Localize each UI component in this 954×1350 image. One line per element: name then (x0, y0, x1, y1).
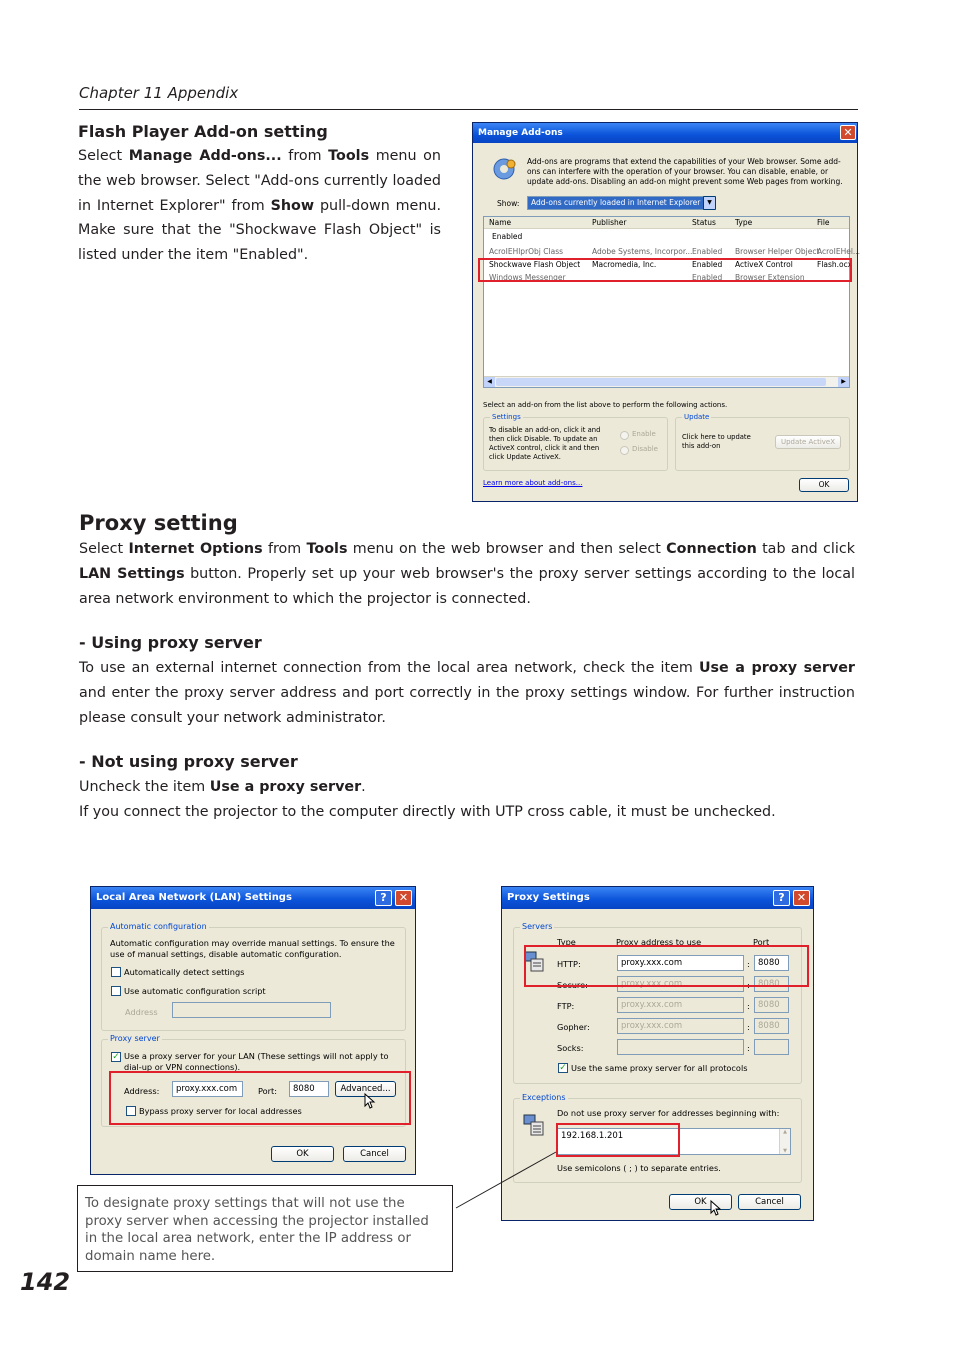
cancel-button[interactable]: Cancel (738, 1194, 801, 1210)
learn-more-link[interactable]: Learn more about add-ons... (483, 479, 583, 487)
not-using-proxy-title: - Not using proxy server (79, 752, 298, 771)
ftp-port-input[interactable]: 8080 (754, 997, 789, 1013)
disable-radio[interactable] (620, 446, 629, 455)
enable-label: Enable (632, 430, 656, 438)
column-header[interactable]: Status (692, 218, 716, 227)
socks-address-input[interactable] (617, 1039, 744, 1055)
script-address-input[interactable] (172, 1002, 331, 1018)
chapter-heading: Chapter 11 Appendix (79, 84, 239, 102)
gopher-port-input[interactable]: 8080 (754, 1018, 789, 1034)
use-script-label: Use automatic configuration script (124, 986, 266, 996)
bypass-local-label: Bypass proxy server for local addresses (139, 1106, 302, 1116)
show-label: Show: (497, 199, 520, 208)
help-icon[interactable]: ? (773, 890, 790, 906)
use-script-checkbox[interactable] (111, 986, 121, 996)
addons-list (483, 216, 861, 388)
mouse-cursor-icon (710, 1200, 722, 1216)
ftp-label: FTP: (557, 1001, 575, 1011)
enable-radio[interactable] (620, 431, 629, 440)
address-header: Proxy address to use (616, 937, 702, 947)
proxy-settings-dialog (501, 886, 814, 1221)
header-rule (79, 109, 858, 110)
socks-colon: : (747, 1043, 750, 1053)
secure-colon: : (747, 980, 750, 990)
highlight-http-row (524, 945, 809, 987)
table-row[interactable]: Shockwave Flash Object Macromedia, Inc. Enabled ActiveX Control Flash.ocx (489, 260, 853, 269)
http-port-input[interactable]: 8080 (754, 955, 789, 971)
update-activex-button[interactable]: Update ActiveX (775, 435, 841, 449)
column-header[interactable]: Name (489, 218, 512, 227)
use-proxy-checkbox[interactable]: ✓ (112, 1052, 120, 1062)
auto-config-text: Automatic configuration may override manual settings. To ensure the use of manual settings, disable automatic configuration. (110, 938, 395, 959)
script-address-label: Address (125, 1007, 158, 1017)
cancel-button[interactable]: Cancel (343, 1146, 406, 1162)
using-proxy-text: To use an external internet connection from the local area network, check the item Use a proxy server and enter the proxy server address and port correctly in the proxy settings window. For further instruction please consult your network administrator. (79, 660, 855, 726)
port-header: Port (753, 937, 770, 947)
use-proxy-label: Use a proxy server for your LAN (These settings will not apply to dial-up or VPN connections). (124, 1051, 389, 1072)
ok-button[interactable]: OK (799, 478, 849, 492)
page-number: 142 (20, 1268, 71, 1296)
using-proxy-title: - Using proxy server (79, 633, 262, 652)
exceptions-icon (522, 1113, 546, 1137)
http-colon: : (747, 959, 750, 969)
highlight-shockwave-row (478, 258, 852, 282)
exceptions-group: Exceptions Do not use proxy server for addresses beginning with: 192.168.1.201 ▲ ▼ Use semicolons ( ; ) to separate entries. (513, 1098, 802, 1183)
same-proxy-checkbox[interactable]: ✓ (559, 1063, 567, 1073)
table-row[interactable]: Windows Messenger Enabled Browser Extension (489, 273, 805, 282)
highlight-proxy-server (109, 1071, 411, 1125)
column-header[interactable]: Publisher (592, 218, 627, 227)
exceptions-scrollbar[interactable] (779, 1129, 790, 1154)
not-using-proxy-text: Uncheck the item Use a proxy server. If you connect the projector to the computer directly with UTP cross cable, it must be unchecked. (79, 779, 776, 820)
proxy-address-input[interactable]: proxy.xxx.com (172, 1081, 243, 1097)
flash-section-title: Flash Player Add-on setting (78, 122, 328, 141)
scroll-left-icon[interactable]: ◀ (484, 377, 495, 387)
socks-label: Socks: (557, 1043, 584, 1053)
callout-text: To designate proxy settings that will not use the proxy server when accessing the projector installed in the local area network, enter the IP address or domain name here. (85, 1196, 429, 1264)
proxy-port-label: Port: (258, 1086, 277, 1096)
proxy-address-label: Address: (124, 1086, 160, 1096)
close-icon[interactable]: ✕ (793, 890, 810, 906)
list-group-enabled: Enabled (492, 232, 523, 241)
ftp-address-input[interactable]: proxy.xxx.com (617, 997, 744, 1013)
advanced-button[interactable]: Advanced... (335, 1081, 396, 1097)
manage-addons-dialog (472, 122, 861, 502)
proxy-settings-titlebar: Proxy Settings (502, 887, 813, 909)
scrollbar-thumb[interactable] (496, 378, 826, 386)
table-row[interactable]: AcroIEHlprObj Class Adobe Systems, Incorpor... Enabled Browser Helper Object AcroIEHel... (489, 247, 861, 256)
same-proxy-label: Use the same proxy server for all protocols (571, 1063, 748, 1073)
http-label: HTTP: (557, 959, 581, 969)
scroll-up-icon[interactable]: ▲ (783, 1129, 787, 1135)
close-icon[interactable]: ✕ (840, 125, 856, 140)
addons-intro: Add-ons are programs that extend the capabilities of your Web browser. Some add-ons can interfere with the operation of your browser. You can disable, enable, or update add-ons. Disabling an add-on might prevent some Web pages from working. (527, 157, 843, 186)
lan-settings-titlebar: Local Area Network (LAN) Settings (91, 887, 415, 909)
disable-label: Disable (632, 445, 658, 453)
ok-button[interactable]: OK (669, 1194, 732, 1210)
socks-port-input[interactable] (754, 1039, 789, 1055)
type-header: Type (557, 937, 576, 947)
servers-group: Servers Type Proxy address to use Port HTTP: proxy.xxx.com : 8080 Secure: proxy.xxx.com : 8080 FTP: proxy.xxx.com : 8080 Gopher: proxy.xxx.com : 8080 Socks: : ✓ Use the same proxy server for all protocols (513, 927, 802, 1084)
http-address-input[interactable]: proxy.xxx.com (617, 955, 744, 971)
select-hint: Select an add-on from the list above to perform the following actions. (483, 401, 728, 409)
auto-detect-checkbox[interactable] (111, 967, 121, 977)
manage-addons-titlebar: Manage Add-ons (473, 123, 857, 143)
settings-text: To disable an add-on, click it and then click Disable. To update an ActiveX control, click it and then click Update ActiveX. (489, 426, 601, 461)
proxy-server-group: Proxy server ✓ Use a proxy server for your LAN (These settings will not apply to dial-up or VPN connections). Address: proxy.xxx.com Port: 8080 Advanced... Bypass proxy server for local addresses (101, 1039, 406, 1127)
exceptions-input[interactable]: 192.168.1.201 (557, 1128, 791, 1155)
semicolons-hint: Use semicolons ( ; ) to separate entries. (557, 1163, 721, 1173)
callout-box (77, 1185, 453, 1272)
auto-detect-label: Automatically detect settings (124, 967, 245, 977)
proxy-section-text: Select Internet Options from Tools menu on the web browser and then select Connection tab and click LAN Settings button. Properly set up your web browser's the proxy server settings according to the local area network environment to which the projector is connected. (79, 541, 856, 607)
scroll-down-icon[interactable]: ▼ (783, 1148, 787, 1154)
close-icon[interactable]: ✕ (395, 890, 412, 906)
settings-group: Settings To disable an add-on, click it and then click Disable. To update an ActiveX control, click it and then click Update ActiveX. Enable Disable (483, 417, 668, 471)
list-header (484, 217, 849, 229)
lan-settings-dialog (90, 886, 416, 1175)
column-header[interactable]: File (817, 218, 830, 227)
proxy-section-title: Proxy setting (79, 511, 238, 535)
addon-gear-icon (491, 156, 517, 182)
chevron-down-icon[interactable]: ▼ (703, 196, 716, 210)
show-dropdown[interactable]: Add-ons currently loaded in Internet Explorer (527, 196, 715, 210)
update-group: Update Click here to update this add-on Update ActiveX (675, 417, 850, 471)
horizontal-scrollbar[interactable] (484, 376, 849, 387)
gopher-address-input[interactable]: proxy.xxx.com (617, 1018, 744, 1034)
flash-section-text: Select Manage Add-ons... from Tools menu on the web browser. Select "Add-ons currently loaded in Internet Explorer" from Show pull-down menu. Make sure that the "Shockwave Flash Object" is listed under the item "Enabled". (78, 148, 441, 264)
ok-button[interactable]: OK (271, 1146, 334, 1162)
gopher-label: Gopher: (557, 1022, 590, 1032)
secure-address-input[interactable]: proxy.xxx.com (617, 976, 744, 992)
column-header[interactable]: Type (735, 218, 753, 227)
automatic-configuration-group: Automatic configuration Automatic configuration may override manual settings. To ensure the use of manual settings, disable automatic configuration. Automatically detect settings Use automatic configuration script Address (101, 927, 406, 1031)
no-proxy-label: Do not use proxy server for addresses beginning with: (557, 1108, 780, 1118)
proxy-port-input[interactable]: 8080 (289, 1081, 329, 1097)
scroll-right-icon[interactable]: ▶ (838, 377, 849, 387)
gopher-colon: : (747, 1022, 750, 1032)
update-text: Click here to update this add-on (682, 433, 751, 450)
highlight-exceptions (556, 1123, 680, 1157)
ftp-colon: : (747, 1001, 750, 1011)
secure-port-input[interactable]: 8080 (754, 976, 789, 992)
secure-label: Secure: (557, 980, 588, 990)
help-icon[interactable]: ? (375, 890, 392, 906)
